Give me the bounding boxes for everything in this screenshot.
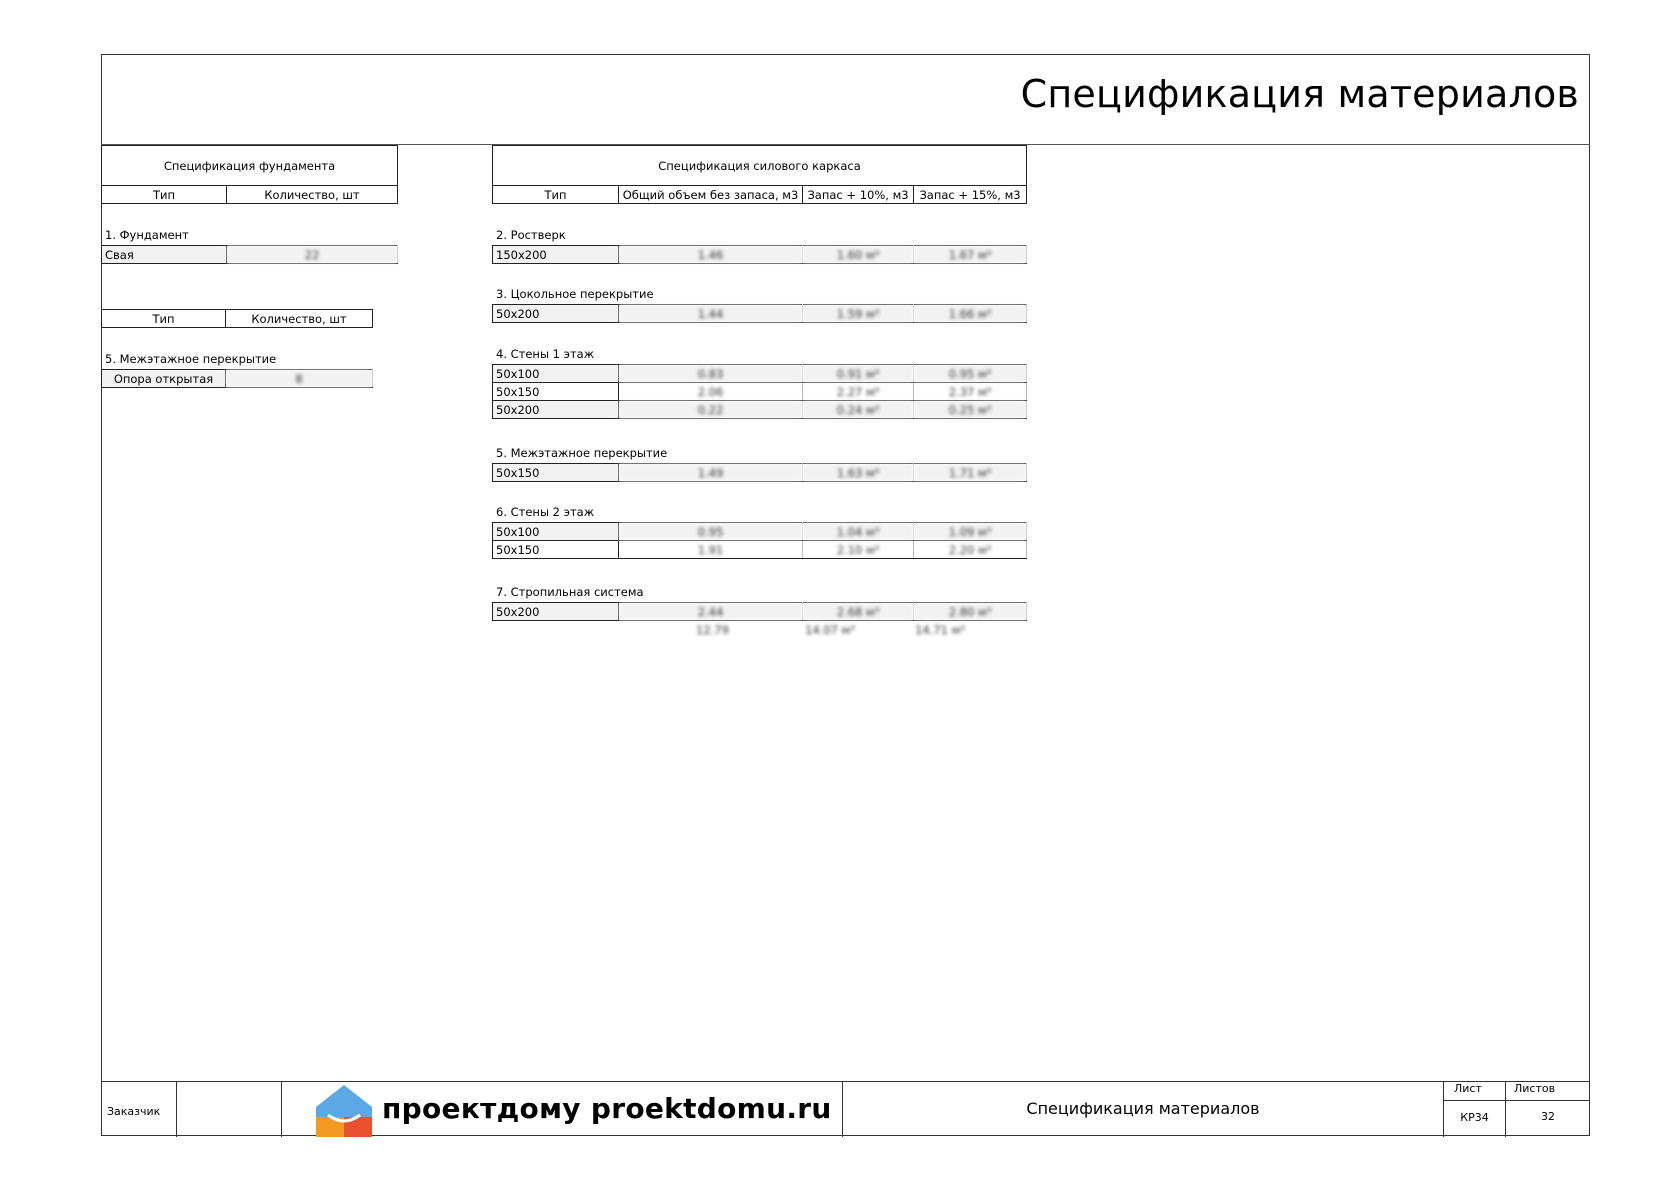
page-title: Спецификация материалов <box>1020 72 1579 116</box>
customer-cell <box>101 1082 177 1137</box>
frame-section-table <box>492 364 1027 419</box>
section-title: 5. Межэтажное перекрытие <box>105 352 277 366</box>
row-type: Свая <box>102 246 227 264</box>
column-header: Общий объем без запаса, м3 <box>619 186 803 204</box>
row-volume: 0.22 <box>619 401 803 419</box>
customer-value-cell <box>177 1082 282 1137</box>
sheet-label: Лист <box>1444 1082 1505 1101</box>
table-row <box>102 246 398 264</box>
row-volume: 2.44 <box>619 603 803 621</box>
section-title: 1. Фундамент <box>105 228 189 242</box>
row-plus10: 2.10 м³ <box>803 541 914 559</box>
table-row <box>493 246 1027 264</box>
sheets-cell <box>1506 1082 1590 1137</box>
row-plus10: 1.59 м³ <box>803 305 914 323</box>
house-logo-icon <box>316 1085 372 1137</box>
section-title: 4. Стены 1 этаж <box>496 347 595 361</box>
row-volume: 1.44 <box>619 305 803 323</box>
foundation-caption: Спецификация фундамента <box>102 146 398 186</box>
section-title: 2. Ростверк <box>496 228 566 242</box>
row-type: 50x150 <box>493 464 619 482</box>
foundation-section5-table <box>101 369 373 388</box>
total-volume: 12.79 <box>696 623 729 637</box>
row-type: 50x200 <box>493 401 619 419</box>
table-row <box>493 541 1027 559</box>
row-volume: 0.83 <box>619 365 803 383</box>
row-plus15: 1.67 м³ <box>914 246 1027 264</box>
sheets-count: 32 <box>1541 1110 1555 1123</box>
drawing-sheet-frame <box>101 54 1590 1136</box>
row-plus15: 1.66 м³ <box>914 305 1027 323</box>
foundation-section1-table <box>101 245 398 264</box>
row-plus10: 1.63 м³ <box>803 464 914 482</box>
section-title: 3. Цокольное перекрытие <box>496 287 654 301</box>
table-row <box>493 305 1027 323</box>
column-header: Количество, шт <box>226 310 373 328</box>
table-row <box>493 365 1027 383</box>
sheet-title-cell <box>843 1082 1444 1137</box>
table-row <box>493 523 1027 541</box>
row-plus10: 2.27 м³ <box>803 383 914 401</box>
row-plus15: 1.71 м³ <box>914 464 1027 482</box>
row-plus10: 2.68 м³ <box>803 603 914 621</box>
row-plus15: 2.37 м³ <box>914 383 1027 401</box>
row-plus10: 0.24 м³ <box>803 401 914 419</box>
column-header: Тип <box>493 186 619 204</box>
row-plus15: 2.80 м³ <box>914 603 1027 621</box>
row-volume: 0.95 <box>619 523 803 541</box>
row-plus10: 1.04 м³ <box>803 523 914 541</box>
column-header: Запас + 15%, м3 <box>914 186 1027 204</box>
frame-section-table <box>492 602 1027 621</box>
section-title: 5. Межэтажное перекрытие <box>496 446 668 460</box>
row-type: 50x200 <box>493 603 619 621</box>
sheet-title: Спецификация материалов <box>1026 1099 1260 1118</box>
row-type: 50x150 <box>493 541 619 559</box>
row-qty: 8 <box>226 370 373 388</box>
row-type: 50x100 <box>493 365 619 383</box>
column-header: Запас + 10%, м3 <box>803 186 914 204</box>
foundation-header2-table <box>101 309 373 328</box>
row-volume: 1.46 <box>619 246 803 264</box>
foundation-header-table <box>101 145 398 204</box>
frame-caption: Спецификация силового каркаса <box>493 146 1027 186</box>
row-volume: 1.91 <box>619 541 803 559</box>
row-plus10: 0.91 м³ <box>803 365 914 383</box>
section-title: 6. Стены 2 этаж <box>496 505 595 519</box>
table-row <box>493 603 1027 621</box>
row-plus15: 0.25 м³ <box>914 401 1027 419</box>
row-type: 150x200 <box>493 246 619 264</box>
section-title: 7. Стропильная система <box>496 585 644 599</box>
total-plus10: 14.07 м³ <box>805 623 855 637</box>
row-type: 50x100 <box>493 523 619 541</box>
table-row <box>493 383 1027 401</box>
customer-label: Заказчик <box>107 1105 161 1118</box>
frame-section-table <box>492 463 1027 482</box>
frame-section-table <box>492 304 1027 323</box>
row-plus15: 0.95 м³ <box>914 365 1027 383</box>
table-row <box>102 370 373 388</box>
frame-header-table <box>492 145 1027 204</box>
sheet-cell <box>1444 1082 1506 1137</box>
title-block <box>101 1081 1590 1137</box>
row-plus10: 1.60 м³ <box>803 246 914 264</box>
sheets-label: Листов <box>1506 1082 1590 1101</box>
total-plus15: 14.71 м³ <box>915 623 965 637</box>
column-header: Тип <box>102 310 226 328</box>
row-qty: 22 <box>227 246 398 264</box>
row-type: 50x200 <box>493 305 619 323</box>
table-row <box>493 401 1027 419</box>
column-header: Тип <box>102 186 227 204</box>
sheet-code: КР34 <box>1460 1111 1489 1124</box>
row-plus15: 1.09 м³ <box>914 523 1027 541</box>
row-volume: 1.49 <box>619 464 803 482</box>
table-row <box>493 464 1027 482</box>
logo-text: проектдому proektdomu.ru <box>382 1092 832 1125</box>
row-plus15: 2.20 м³ <box>914 541 1027 559</box>
column-header: Количество, шт <box>227 186 398 204</box>
logo-cell <box>282 1082 843 1137</box>
row-type: 50x150 <box>493 383 619 401</box>
row-type: Опора открытая <box>102 370 226 388</box>
frame-section-table <box>492 245 1027 264</box>
row-volume: 2.06 <box>619 383 803 401</box>
frame-section-table <box>492 522 1027 559</box>
